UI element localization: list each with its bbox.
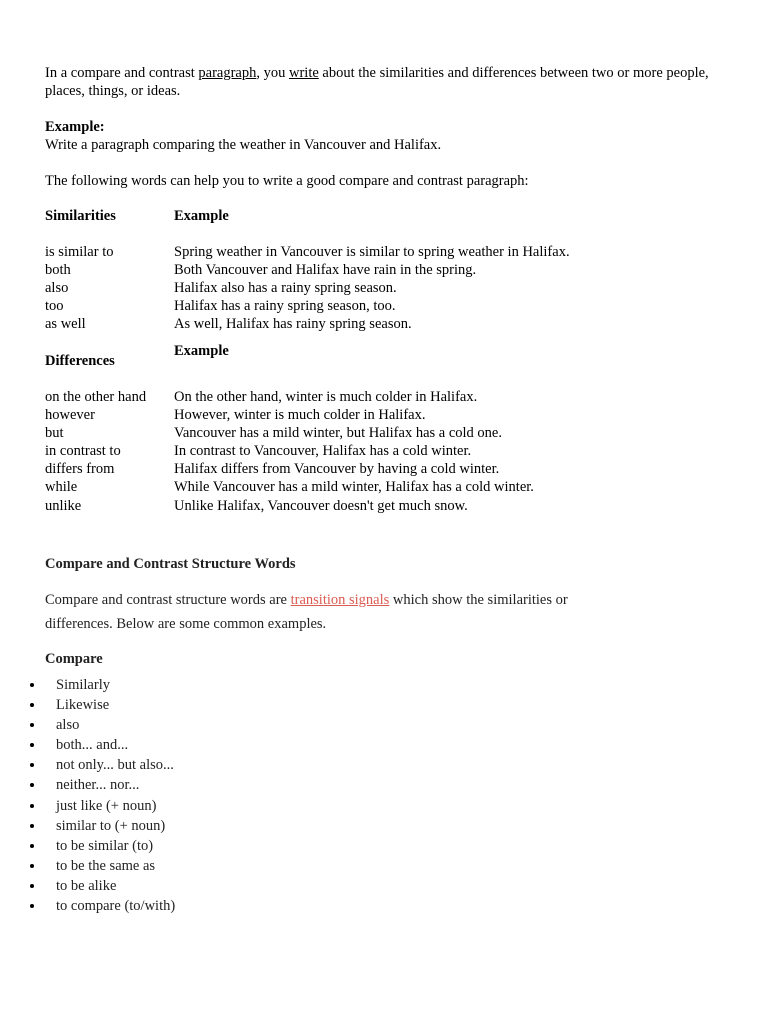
similarity-example: Both Vancouver and Halifax have rain in the spring.: [174, 262, 477, 279]
list-item: [0, 876, 400, 896]
similarity-word: too: [45, 298, 64, 315]
list-item: [0, 755, 400, 775]
similarity-example: Spring weather in Vancouver is similar to spring weather in Halifax.: [174, 244, 570, 260]
list-item-text: also: [56, 717, 80, 734]
similarities-examples-list: [174, 243, 734, 333]
list-item-text: neither... nor...: [56, 777, 140, 794]
list-item-text: just like (+ noun): [56, 797, 157, 814]
compare-list: [0, 675, 400, 916]
list-item: [0, 675, 400, 695]
difference-example: Unlike Halifax, Vancouver doesn't get much snow.: [174, 497, 468, 514]
intro-text-3: about the similarities and differences between two or more people, places, things, or ideas.: [45, 65, 709, 99]
bullet-icon: [30, 864, 34, 868]
list-item-text: to be alike: [56, 877, 117, 894]
bullet-icon: [30, 683, 34, 687]
list-item-text: both... and...: [56, 737, 129, 754]
bullet-icon: [30, 824, 34, 828]
similarity-word: also: [45, 280, 69, 297]
list-item-text: to be the same as: [56, 857, 156, 874]
similarities-example-heading: Example: [174, 208, 229, 224]
difference-word: differs from: [45, 461, 115, 478]
intro-text-2: , you: [256, 65, 289, 81]
similarity-word: both: [45, 262, 71, 279]
list-item: [0, 896, 400, 916]
structure-words-paragraph: [45, 588, 625, 636]
list-item: [0, 695, 400, 715]
bullet-icon: [30, 884, 34, 888]
transition-signals-link[interactable]: transition signals: [290, 592, 390, 608]
list-item-text: not only... but also...: [56, 757, 174, 774]
following-words-text: The following words can help you to write a good compare and contrast paragraph:: [45, 173, 529, 189]
bullet-icon: [30, 804, 34, 808]
structure-text-1: Compare and contrast structure words are: [45, 592, 291, 608]
differences-words-list: [45, 388, 170, 515]
differences-heading: Differences: [45, 353, 115, 369]
list-item: [0, 836, 400, 856]
intro-text-1: In a compare and contrast: [45, 65, 199, 81]
list-item: [0, 715, 400, 735]
bullet-icon: [30, 904, 34, 908]
compare-heading: Compare: [45, 651, 103, 667]
difference-example: Vancouver has a mild winter, but Halifax has a cold one.: [174, 425, 502, 442]
difference-example: Halifax differs from Vancouver by having a cold winter.: [174, 461, 500, 478]
difference-example: While Vancouver has a mild winter, Halifax has a cold winter.: [174, 479, 534, 496]
structure-words-title: Compare and Contrast Structure Words: [45, 556, 296, 572]
difference-example: However, winter is much colder in Halifax.: [174, 407, 426, 424]
list-item-text: similar to (+ noun): [56, 817, 166, 834]
difference-example: In contrast to Vancouver, Halifax has a cold winter.: [174, 443, 472, 460]
list-item-text: Likewise: [56, 697, 110, 714]
difference-word: in contrast to: [45, 443, 121, 460]
difference-word: on the other hand: [45, 389, 147, 405]
bullet-icon: [30, 844, 34, 848]
bullet-icon: [30, 783, 34, 787]
difference-example: On the other hand, winter is much colder in Halifax.: [174, 389, 478, 405]
similarity-example: As well, Halifax has rainy spring season.: [174, 316, 412, 333]
list-item-text: to be similar (to): [56, 837, 154, 854]
list-item: [0, 816, 400, 836]
list-item-text: Similarly: [56, 677, 110, 693]
difference-word: however: [45, 407, 95, 424]
similarity-example: Halifax has a rainy spring season, too.: [174, 298, 396, 315]
paragraph-link[interactable]: paragraph: [198, 65, 257, 81]
list-item: [0, 735, 400, 755]
list-item: [0, 796, 400, 816]
write-link[interactable]: write: [288, 65, 319, 81]
list-item: [0, 775, 400, 795]
example-text: Write a paragraph comparing the weather in Vancouver and Halifax.: [45, 137, 442, 153]
list-item-text: to compare (to/with): [56, 898, 176, 915]
structure-text-2: which show the similarities or differences. Below are some common examples.: [45, 592, 568, 632]
example-label: Example:: [45, 119, 105, 135]
similarity-example: Halifax also has a rainy spring season.: [174, 280, 397, 297]
bullet-icon: [30, 743, 34, 747]
difference-word: while: [45, 479, 78, 496]
similarity-word: is similar to: [45, 244, 114, 260]
intro-paragraph: [45, 64, 725, 100]
difference-word: unlike: [45, 497, 82, 514]
list-item: [0, 856, 400, 876]
differences-example-heading: Example: [174, 343, 229, 359]
bullet-icon: [30, 703, 34, 707]
similarity-word: as well: [45, 316, 86, 333]
difference-word: but: [45, 425, 64, 442]
similarities-words-list: [45, 243, 170, 333]
similarities-heading: Similarities: [45, 208, 116, 224]
differences-examples-list: [174, 388, 734, 515]
bullet-icon: [30, 723, 34, 727]
bullet-icon: [30, 763, 34, 767]
